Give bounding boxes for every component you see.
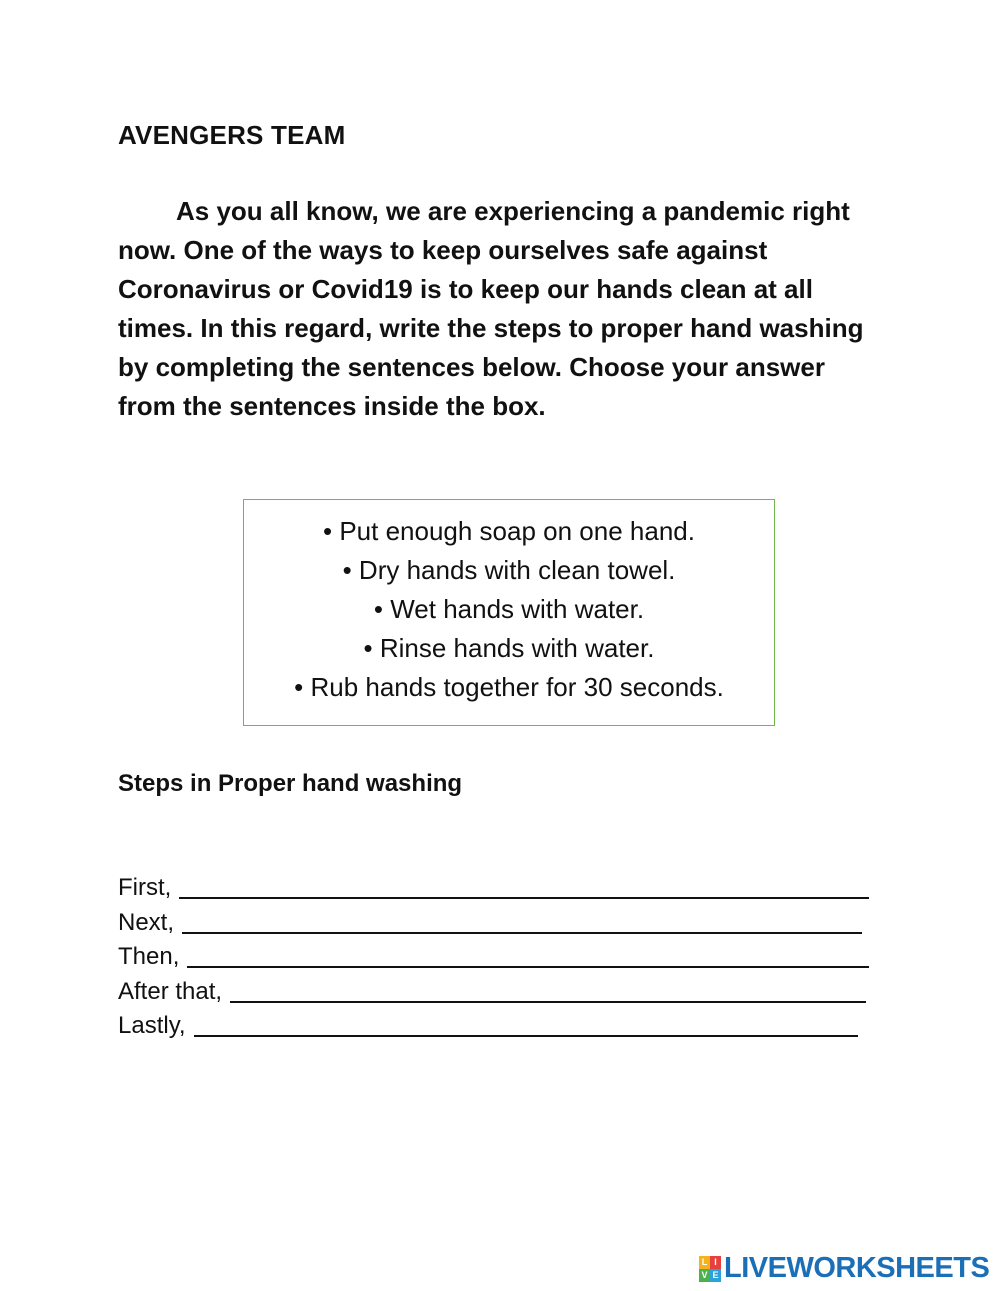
logo-mark-letter: L [699, 1256, 710, 1269]
choice-item: • Rub hands together for 30 seconds. [294, 672, 724, 702]
steps-list [118, 871, 869, 1044]
step-line [118, 975, 869, 1010]
choice-item: • Rinse hands with water. [363, 633, 655, 663]
answer-blank[interactable] [187, 942, 869, 968]
answer-choices-box [243, 499, 775, 726]
logo-text: LIVEWORKSHEETS [724, 1252, 990, 1284]
logo-mark-icon [699, 1256, 721, 1282]
answer-blank[interactable] [182, 908, 862, 934]
step-line [118, 906, 869, 941]
step-line [118, 1009, 869, 1044]
logo-mark-letter: E [710, 1269, 721, 1282]
step-label: Next, [118, 908, 175, 936]
team-title: AVENGERS TEAM [118, 120, 346, 150]
logo-mark-letter: V [699, 1269, 710, 1282]
steps-heading: Steps in Proper hand washing [118, 770, 463, 797]
answer-blank[interactable] [230, 977, 866, 1003]
choice-item: • Wet hands with water. [373, 594, 645, 624]
intro-paragraph: As you all know, we are experiencing a pandemic right now. One of the ways to keep ourselves safe against Coronavirus or Covid19 is to keep our hands clean at all times. In this regard, write the steps to proper hand washing by completing the sentences below. Choose your answer from the sentences inside the box. [118, 196, 864, 421]
choice-item: • Put enough soap on one hand. [323, 516, 695, 546]
choice-item: • Dry hands with clean towel. [342, 555, 676, 585]
step-line [118, 871, 869, 906]
step-label: Lastly, [118, 1012, 186, 1039]
step-label: After that, [118, 977, 223, 1005]
step-label: First, [118, 874, 172, 901]
liveworksheets-logo [699, 1252, 989, 1285]
answer-blank[interactable] [194, 1011, 858, 1037]
step-line [118, 940, 869, 975]
logo-mark-letter: I [710, 1256, 721, 1269]
step-label: Then, [118, 943, 180, 970]
answer-blank[interactable] [179, 873, 869, 899]
